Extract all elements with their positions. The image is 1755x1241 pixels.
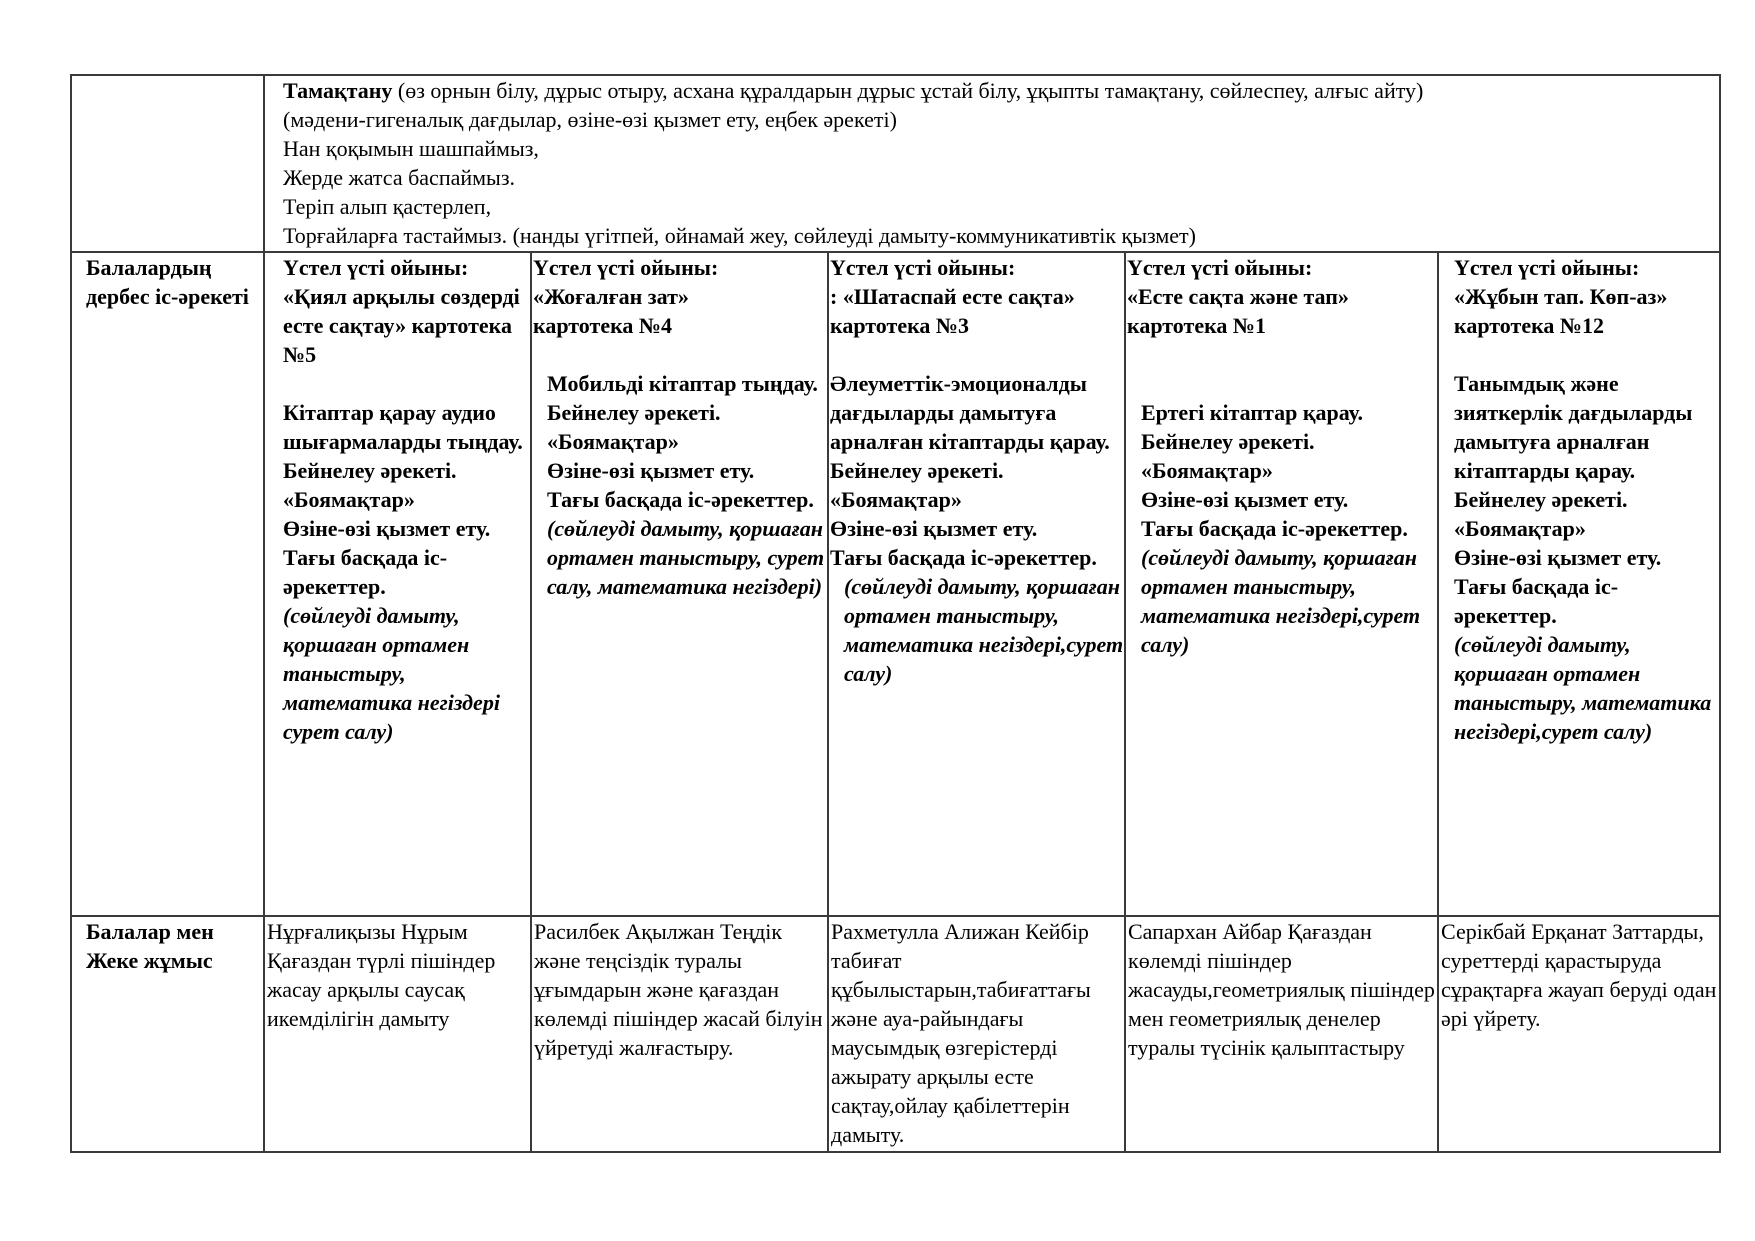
individual-cell-4: Сапархан Айбар Қағаздан көлемді пішіндер жасауды,геометриялық пішіндер мен геометриялық денелер туралы түсінік қалыптастыру [1125,916,1438,1152]
activity-3-game: Үстел үсті ойыны: : «Шатаспай есте сақта» картотека №3 [830,255,1075,338]
activity-cell-1 [264,252,531,916]
activity-cell-5 [1438,252,1720,916]
activity-row-label: Балалардың дербес іс-әрекеті [71,252,264,916]
meal-line-4: Жерде жатса баспаймыз. [283,165,516,190]
activity-4-note: (сөйлеуді дамыту, қоршаған ортамен таныстыру, математика негіздері,сурет салу) [1141,545,1421,657]
activity-5-note: (сөйлеуді дамыту, қоршаған ортамен таныстыру, математика негіздері,сурет салу) [1454,632,1712,744]
activity-4-game: Үстел үсті ойыны: «Есте сақта және тап» картотека №1 [1127,255,1349,338]
meal-row [71,75,1720,252]
activity-4-books: Ертегі кітаптар қарау. Бейнелеу әрекеті. «Боямақтар» Өзіне-өзі қызмет ету. Тағы басқада іс-әрекеттер. [1141,400,1408,541]
individual-label-line-2: Жеке жұмыс [86,948,213,973]
meal-row-empty-label [71,75,264,252]
activity-5-books: Танымдық және зияткерлік дағдыларды дамытуға арналған кітаптарды қарау. Бейнелеу әрекеті. «Боямақтар» Өзіне-өзі қызмет ету. Тағы басқада іс-әрекеттер. [1454,371,1693,628]
activity-3-note: (сөйлеуді дамыту, қоршаған ортамен таныстыру, математика негіздері,сурет салу) [844,574,1124,686]
activity-1-game: Үстел үсті ойыны: «Қиял арқылы сөздерді есте сақтау» картотека №5 [283,255,520,367]
activity-cell-4 [1125,252,1438,916]
activity-1-note: (сөйлеуді дамыту, қоршаған ортамен таныстыру, математика негіздері сурет салу) [283,603,500,744]
individual-row [71,916,1720,1152]
activity-row [71,252,1720,916]
meal-title-rest: (өз орнын білу, дұрыс отыру, асхана құралдарын дұрыс ұстай білу, ұқыпты тамақтану, сөйлеспеу, алғыс айту) [392,78,1424,103]
individual-label-line-1: Балалар мен [86,919,214,944]
activity-2-note: (сөйлеуді дамыту, қоршаған ортамен таныстыру, сурет салу, математика негіздері) [547,516,825,599]
meal-cell [264,75,1720,252]
meal-line-6: Торғайларға тастаймыз. (нанды үгітпей, ойнамай жеу, сөйлеуді дамыту-коммуникативтік қызмет) [283,223,1196,248]
activity-3-books: Әлеуметтік-эмоционалды дағдыларды дамытуға арналған кітаптарды қарау. Бейнелеу әрекеті. «Боямақтар» Өзіне-өзі қызмет ету. Тағы басқада іс-әрекеттер. [830,371,1110,570]
plan-table [70,74,1721,1153]
activity-cell-3 [828,252,1125,916]
individual-cell-3: Рахметулла Алижан Кейбір табиғат құбылыстарын,табиғаттағы және ауа-райындағы маусымдық өзгерістерді ажырату арқылы есте сақтау,ойлау қабілеттерін дамыту. [828,916,1125,1152]
individual-cell-1: Нұрғалиқызы Нұрым Қағаздан түрлі пішіндер жасау арқылы саусақ икемділігін дамыту [264,916,531,1152]
individual-row-label [71,916,264,1152]
activity-cell-2 [531,252,828,916]
activity-2-game: Үстел үсті ойыны: «Жоғалған зат» картотека №4 [533,255,719,338]
individual-cell-5: Серікбай Ерқанат Заттарды, суреттерді қарастыруда сұрақтарға жауап беруді одан әрі үйрету. [1438,916,1720,1152]
activity-1-books: Кітаптар қарау аудио шығармаларды тыңдау. Бейнелеу әрекеті. «Боямақтар» Өзіне-өзі қызмет ету. Тағы басқада іс-әрекеттер. [283,400,523,599]
meal-line-1 [283,76,1719,105]
meal-line-3: Нан қоқымын шашпаймыз, [283,136,539,161]
individual-cell-2: Расилбек Ақылжан Теңдік және теңсіздік туралы ұғымдарын және қағаздан көлемді пішіндер жасай білуін үйретуді жалғастыру. [531,916,828,1152]
meal-line-2: (мәдени-гигеналық дағдылар, өзіне-өзі қызмет ету, еңбек әрекеті) [283,107,897,132]
activity-5-game: Үстел үсті ойыны: «Жұбын тап. Көп-аз» картотека №12 [1454,255,1668,338]
activity-2-books: Мобильді кітаптар тыңдау. Бейнелеу әрекеті. «Боямақтар» Өзіне-өзі қызмет ету. Тағы басқада іс-әрекеттер. [547,371,818,512]
meal-line-5: Теріп алып қастерлеп, [283,194,492,219]
meal-title: Тамақтану [283,78,393,103]
